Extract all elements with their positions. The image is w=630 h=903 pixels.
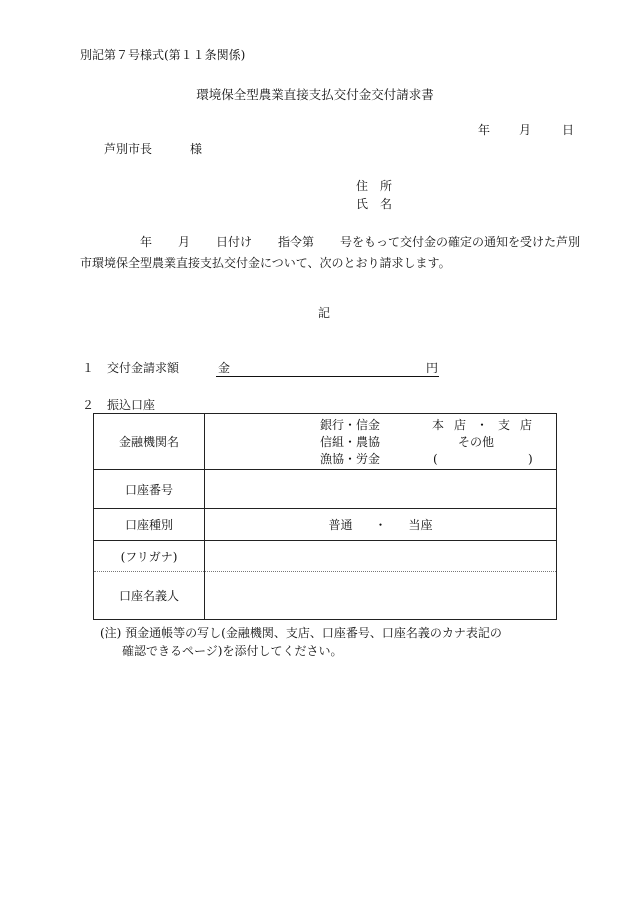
form-number: 別記第７号様式(第１１条関係) xyxy=(80,48,246,62)
item1-label: 交付金請求額 xyxy=(107,361,180,375)
date-day: 日 xyxy=(562,123,575,137)
item2-number: ２ xyxy=(82,398,95,412)
inst-branch-ten2: 店 xyxy=(520,418,533,432)
item1-number: １ xyxy=(82,361,95,375)
body-rest: 号をもって交付金の確定の通知を受けた芦別 xyxy=(340,235,581,249)
account-type-futsu: 普通 xyxy=(328,518,353,532)
furigana-field[interactable] xyxy=(205,541,557,572)
addressee-name: 芦別市長 xyxy=(104,142,153,156)
account-type-dot: ・ xyxy=(374,518,387,532)
inst-branch-dot: ・ xyxy=(476,418,489,432)
account-table xyxy=(93,413,557,620)
inst-branch-shi: 支 xyxy=(498,418,511,432)
body-year: 年 xyxy=(140,235,153,249)
address-label: 住 所 xyxy=(356,179,393,193)
furigana-label: (フリガナ) xyxy=(94,541,205,572)
inst-col1-coop: 信組・農協 xyxy=(320,435,381,449)
item2-label: 振込口座 xyxy=(107,398,156,412)
ki-heading: 記 xyxy=(318,306,331,320)
account-type-label: 口座種別 xyxy=(94,509,205,541)
name-label: 氏 名 xyxy=(356,197,393,211)
item1-kin: 金 xyxy=(218,361,231,375)
inst-paren-close: ) xyxy=(528,452,533,466)
inst-col1-fishery: 漁協・労金 xyxy=(320,452,381,466)
table-row xyxy=(94,572,557,620)
date-month: 月 xyxy=(519,123,532,137)
account-number-label: 口座番号 xyxy=(94,470,205,509)
inst-branch-hon: 本 xyxy=(432,418,445,432)
item1-yen: 円 xyxy=(426,361,439,375)
institution-label: 金融機関名 xyxy=(94,414,205,470)
amount-underline xyxy=(216,376,439,377)
body-line2: 市環境保全型農業直接支払交付金について、次のとおり請求します。 xyxy=(80,256,451,270)
account-type-field[interactable] xyxy=(205,509,557,541)
addressee-honorific: 様 xyxy=(190,142,203,156)
holder-field[interactable] xyxy=(205,572,557,620)
table-row xyxy=(94,541,557,572)
note-line1: (注) 預金通帳等の写し(金融機関、支店、口座番号、口座名義のカナ表記の xyxy=(100,626,502,640)
page-title: 環境保全型農業直接支払交付金交付請求書 xyxy=(196,87,434,102)
inst-paren-open: ( xyxy=(433,452,438,466)
table-row xyxy=(94,470,557,509)
body-month: 月 xyxy=(178,235,191,249)
inst-other: その他 xyxy=(458,435,495,449)
table-row xyxy=(94,509,557,541)
account-number-field[interactable] xyxy=(205,470,557,509)
body-date: 日付け xyxy=(216,235,253,249)
date-year: 年 xyxy=(478,123,491,137)
table-row xyxy=(94,414,557,470)
institution-field[interactable] xyxy=(205,414,557,470)
inst-col1-bank: 銀行・信金 xyxy=(320,418,381,432)
body-order: 指令第 xyxy=(278,235,315,249)
note-line2: 確認できるページ)を添付してください。 xyxy=(122,644,343,658)
holder-label: 口座名義人 xyxy=(94,572,205,620)
account-type-toza: 当座 xyxy=(408,518,433,532)
inst-branch-ten1: 店 xyxy=(454,418,467,432)
